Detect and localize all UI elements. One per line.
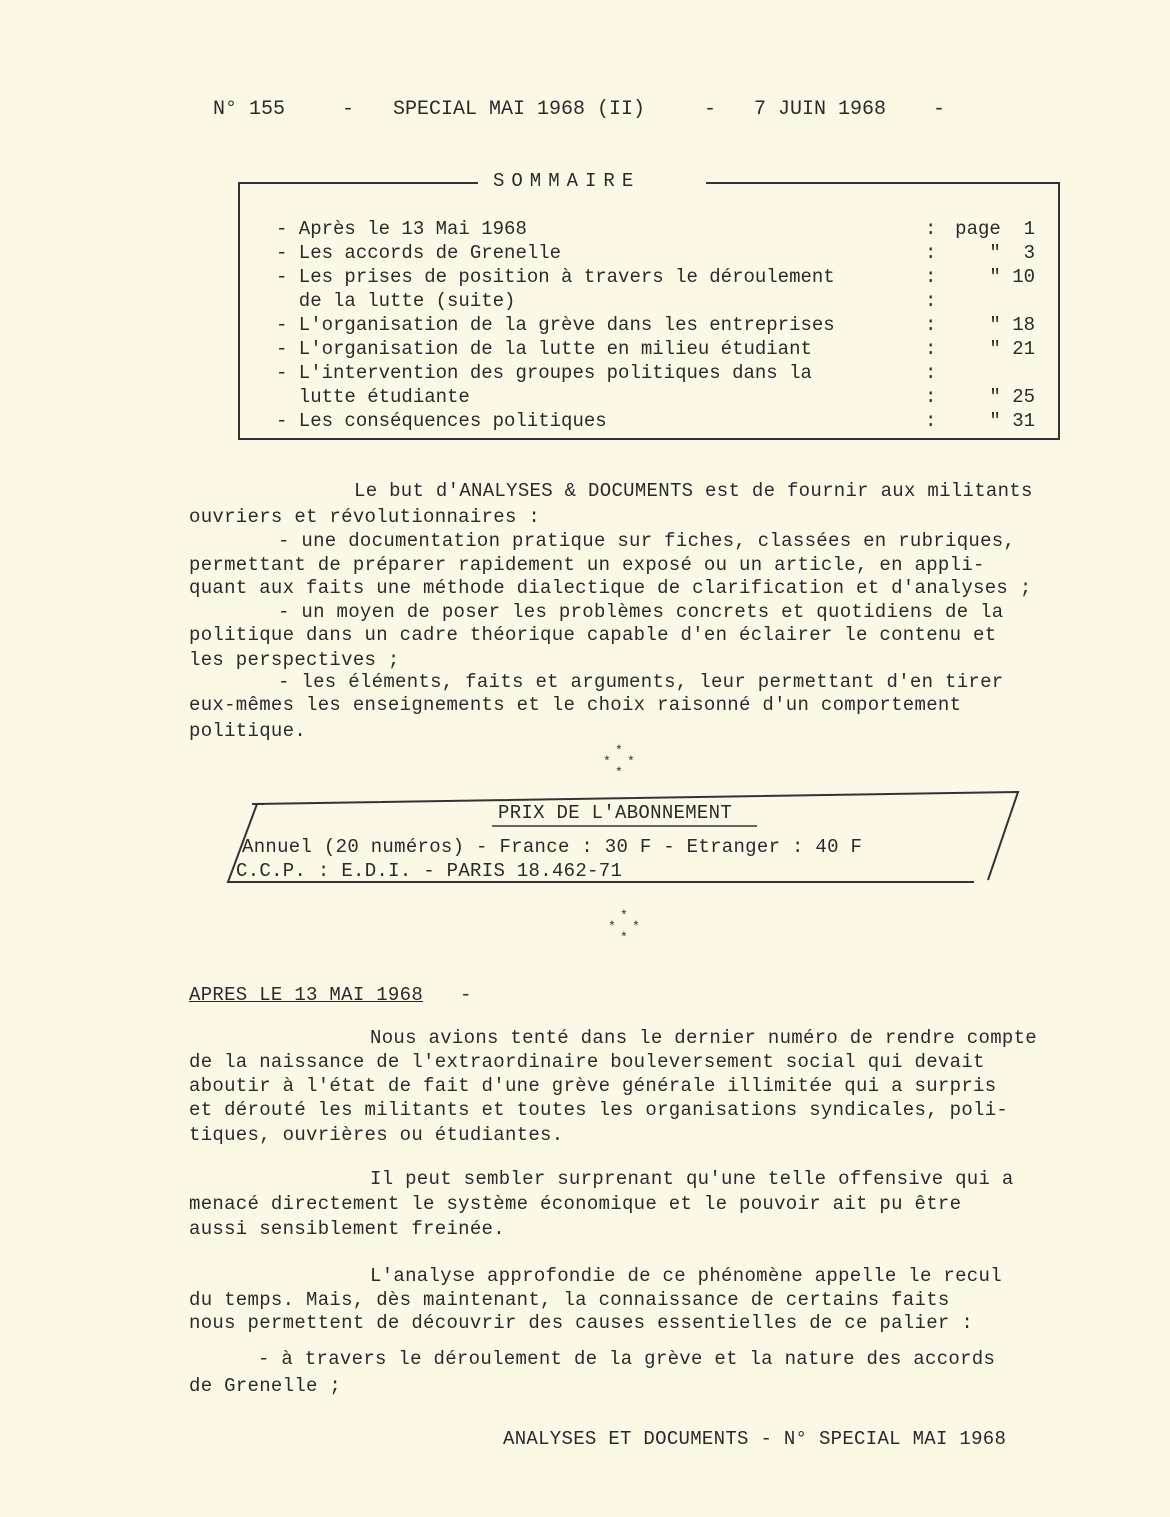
intro-line: permettant de préparer rapidement un exposé ou un article, en appli- — [189, 554, 985, 576]
paragraph-line: menacé directement le système économique et le pouvoir ait pu être — [189, 1193, 962, 1215]
intro-line: eux-mêmes les enseignements et le choix raisonné d'un comportement — [189, 694, 962, 716]
toc-item-colon: : — [925, 386, 937, 408]
paragraph-line: aussi sensiblement freinée. — [189, 1218, 505, 1240]
sommaire-title: SOMMAIRE — [493, 170, 641, 192]
intro-line: Le but d'ANALYSES & DOCUMENTS est de fournir aux militants — [354, 480, 1033, 502]
intro-line: - une documentation pratique sur fiches, classées en rubriques, — [278, 530, 1016, 552]
issue-edition: SPECIAL MAI 1968 (II) — [393, 98, 646, 121]
toc-item-text: de la lutte (suite) — [276, 290, 516, 312]
paragraph-line: du temps. Mais, dès maintenant, la connaissance de certains faits — [189, 1289, 950, 1311]
paragraph-line: nous permettent de découvrir des causes essentielles de ce palier : — [189, 1312, 974, 1334]
abonnement-price: Annuel (20 numéros) - France : 30 F - Etranger : 40 F — [242, 836, 863, 858]
section-heading-dash: - — [460, 984, 472, 1006]
toc-item-text: - Les prises de position à travers le déroulement — [276, 266, 835, 288]
paragraph-line: Il peut sembler surprenant qu'une telle offensive qui a — [370, 1168, 1014, 1190]
paragraph-line: tiques, ouvrières ou étudiantes. — [189, 1124, 564, 1146]
page-footer: ANALYSES ET DOCUMENTS - N° SPECIAL MAI 1968 — [503, 1428, 1007, 1450]
toc-item-page: " 10 — [989, 266, 1035, 288]
paragraph-line: aboutir à l'état de fait d'une grève générale illimitée qui a surpris — [189, 1075, 997, 1097]
document-page: N° 155 - SPECIAL MAI 1968 (II) - 7 JUIN 1968 - SOMMAIRE - Après le 13 Mai 1968 : page 1 - Les accords de Grenelle : " 3 - Les prises de position à travers le déroulement : " 10 de la lutte (suite) : - L'organisation de la grève dans les entreprises : " 18 - L'organisation de la lutte en milieu étudiant : " 21 - L'intervention des groupes politiques dans la : lutte étudiante : " 25 - Les conséquences politiques : " 31 Le but d'ANALYSES & DOCUMENTS est de fournir aux militants ouvriers et révolutionnaires : - une documentation pratique sur fiches, classées en rubriques, permettant de préparer rapidement un exposé ou un article, en appli- quant aux faits une méthode dialectique de clarification et d'analyses ; - un moyen de poser les problèmes concrets et quotidiens de la politique dans un cadre théorique capable d'en éclairer le contenu et les perspectives ; - les éléments, faits et arguments, leur permettant d'en tirer eux-mêmes les enseignements et le choix raisonné d'un comportement politique. * * * * PRIX DE L'ABONNEMENT Annuel (20 numéros) - France : 30 F - Etranger : 40 F C.C.P. : E.D.I. - PARIS 18.462-71 * * * * APRES LE 13 MAI 1968 - Nous avions tenté dans le dernier numéro de rendre compte de la naissance de l'extraordinaire bouleversement social qui devait aboutir à l'état de fait d'une grève générale illimitée qui a surpris et dérouté les militants et toutes les organisations syndicales, poli- tiques, ouvrières ou étudiantes. Il peut sembler surprenant qu'une telle offensive qui a menacé directement le système économique et le pouvoir ait pu être aussi sensiblement freinée. L'analyse approfondie de ce phénomène appelle le recul du temps. Mais, dès maintenant, la connaissance de certains faits nous permettent de découvrir des causes essentielles de ce palier : - à travers le déroulement de la grève et la nature des accords de Grenelle ; ANALYSES ET DOCUMENTS - N° SPECIAL MAI 1968 — [0, 0, 1170, 1517]
paragraph-line: et dérouté les militants et toutes les organisations syndicales, poli- — [189, 1099, 1009, 1121]
toc-item-colon: : — [925, 290, 937, 312]
issue-number: N° 155 — [213, 98, 286, 121]
paragraph-line: - à travers le déroulement de la grève et la nature des accords — [258, 1348, 996, 1370]
toc-item-colon: : — [925, 410, 937, 432]
paragraph-line: de Grenelle ; — [189, 1375, 342, 1397]
paragraph-line: L'analyse approfondie de ce phénomène appelle le recul — [370, 1265, 1002, 1287]
toc-item-colon: : — [925, 314, 937, 336]
header-dash: - — [342, 98, 355, 121]
toc-item-page: " 31 — [989, 410, 1035, 432]
intro-line: - les éléments, faits et arguments, leur permettant d'en tirer — [278, 671, 1004, 693]
toc-item-page: " 25 — [989, 386, 1035, 408]
intro-line: politique dans un cadre théorique capable d'en éclairer le contenu et — [189, 624, 997, 646]
intro-line: quant aux faits une méthode dialectique de clarification et d'analyses ; — [189, 577, 1032, 599]
abonnement-title: PRIX DE L'ABONNEMENT — [498, 802, 733, 824]
intro-line: - un moyen de poser les problèmes concrets et quotidiens de la — [278, 601, 1004, 623]
header-dash: - — [933, 98, 946, 121]
toc-item-text: - L'organisation de la lutte en milieu étudiant — [276, 338, 812, 360]
intro-line: politique. — [189, 720, 307, 742]
toc-item-text: - Après le 13 Mai 1968 — [276, 218, 527, 240]
toc-item-text: - L'intervention des groupes politiques dans la — [276, 362, 812, 384]
sommaire-border — [238, 182, 478, 184]
toc-item-text: - Les conséquences politiques — [276, 410, 607, 432]
toc-item-colon: : — [925, 362, 937, 384]
abonnement-ccp: C.C.P. : E.D.I. - PARIS 18.462-71 — [236, 860, 623, 882]
intro-line: ouvriers et révolutionnaires : — [189, 506, 541, 528]
toc-item-page: " 21 — [989, 338, 1035, 360]
section-heading: APRES LE 13 MAI 1968 — [189, 984, 424, 1006]
toc-item-colon: : — [925, 242, 937, 264]
issue-date: 7 JUIN 1968 — [754, 98, 887, 121]
toc-item-colon: : — [925, 266, 937, 288]
sommaire-border — [706, 182, 1058, 184]
toc-item-colon: : — [925, 338, 937, 360]
toc-item-text: - Les accords de Grenelle — [276, 242, 562, 264]
toc-item-text: lutte étudiante — [276, 386, 470, 408]
toc-item-text: - L'organisation de la grève dans les entreprises — [276, 314, 835, 336]
paragraph-line: de la naissance de l'extraordinaire bouleversement social qui devait — [189, 1051, 985, 1073]
toc-item-page: " 3 — [989, 242, 1035, 264]
header-dash: - — [704, 98, 717, 121]
toc-item-page: " 18 — [989, 314, 1035, 336]
toc-item-colon: : — [925, 218, 937, 240]
toc-item-page: page 1 — [955, 218, 1035, 240]
intro-line: les perspectives ; — [189, 649, 400, 671]
paragraph-line: Nous avions tenté dans le dernier numéro de rendre compte — [370, 1027, 1038, 1049]
